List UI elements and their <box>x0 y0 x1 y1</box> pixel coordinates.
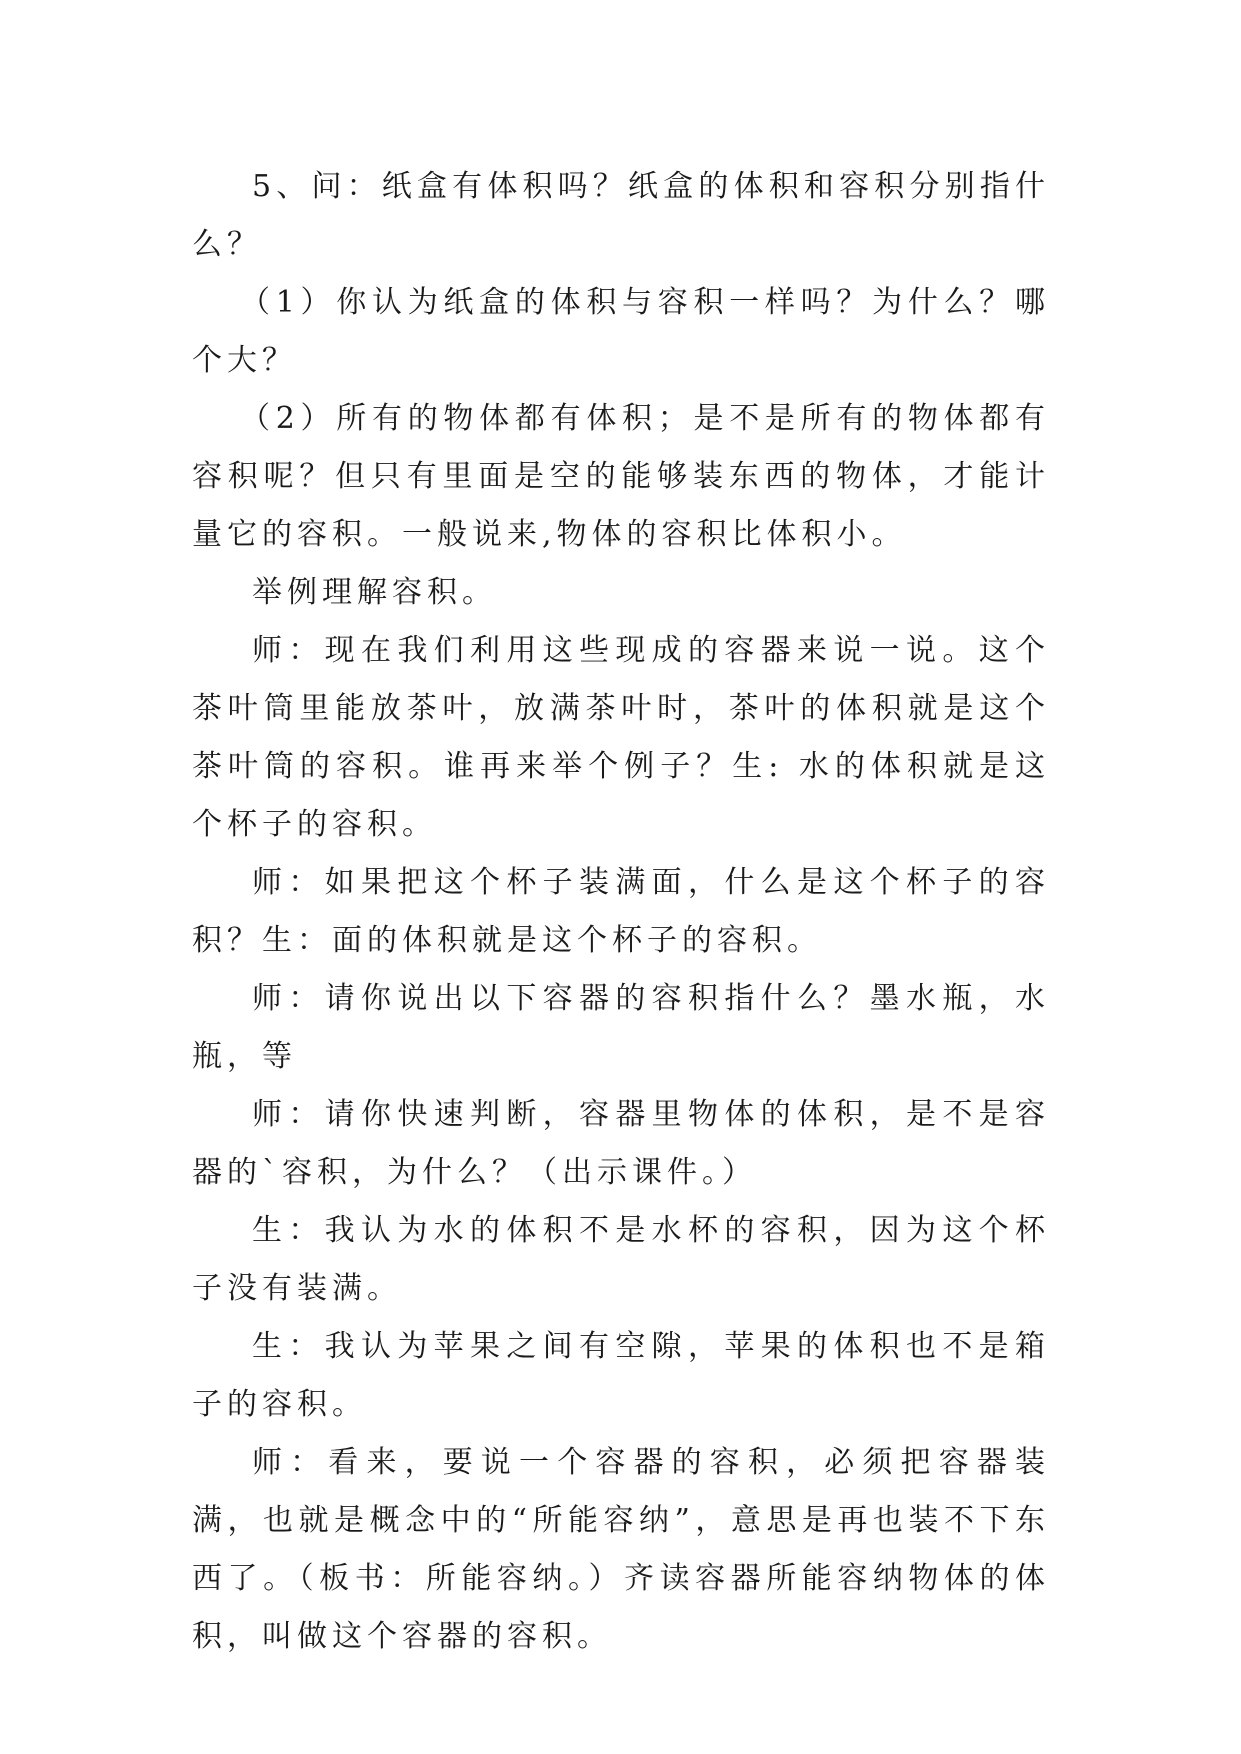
paragraph-teacher-tea-canister: 师：现在我们利用这些现成的容器来说一说。这个茶叶筒里能放茶叶，放满茶叶时，茶叶的体积就是这个茶叶筒的容积。谁再来举个例子？生: 水的体积就是这个杯子的容积。 <box>192 633 1050 842</box>
document-body <box>192 158 1050 1666</box>
paragraph-question-5-1: （1）你认为纸盒的体积与容积一样吗？为什么？哪个大？ <box>192 285 1050 378</box>
paragraph-teacher-cup-flour: 师：如果把这个杯子装满面，什么是这个杯子的容积？生：面的体积就是这个杯子的容积。 <box>192 865 1050 958</box>
paragraph-examples-heading: 举例理解容积。 <box>252 575 497 610</box>
paragraph-teacher-conclusion: 师：看来，要说一个容器的容积，必须把容器装满，也就是概念中的“所能容纳”，意思是再也装不下东西了。（板书：所能容纳。）齐读容器所能容纳物体的体积，叫做这个容器的容积。 <box>192 1445 1050 1654</box>
paragraph-question-5: 5、问：纸盒有体积吗？纸盒的体积和容积分别指什么？ <box>192 169 1050 262</box>
paragraph-question-5-2: （2）所有的物体都有体积；是不是所有的物体都有容积呢？但只有里面是空的能够装东西的物体，才能计量它的容积。一般说来,物体的容积比体积小。 <box>192 401 1050 552</box>
paragraph-student-water-cup: 生：我认为水的体积不是水杯的容积，因为这个杯子没有装满。 <box>192 1213 1050 1306</box>
paragraph-teacher-containers: 师：请你说出以下容器的容积指什么？墨水瓶，水瓶，等 <box>192 981 1050 1074</box>
paragraph-teacher-quick-judge: 师：请你快速判断，容器里物体的体积，是不是容器的`容积，为什么？（出示课件。） <box>192 1097 1050 1190</box>
paragraph-student-apples: 生：我认为苹果之间有空隙，苹果的体积也不是箱子的容积。 <box>192 1329 1050 1422</box>
